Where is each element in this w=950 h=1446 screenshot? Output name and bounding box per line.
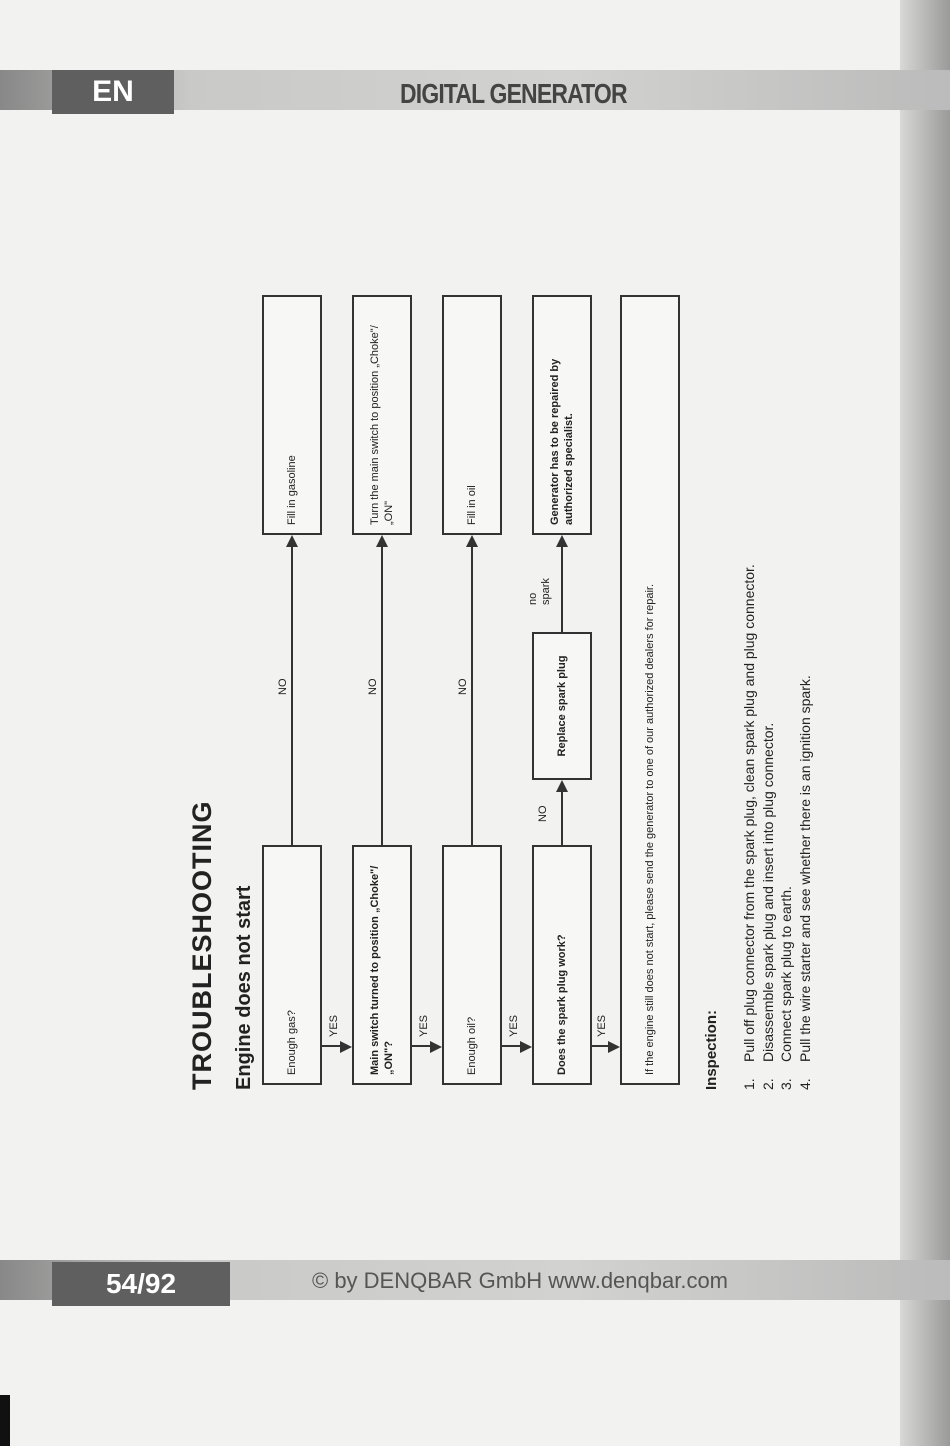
answer-fill-gasoline: Fill in gasoline bbox=[262, 295, 322, 535]
answer-repair-specialist: Generator has to be repaired by authorized specialist. bbox=[532, 295, 592, 535]
no-spark-label: no spark bbox=[527, 578, 552, 605]
inspection-step: 3.Connect spark plug to earth. bbox=[778, 886, 794, 1090]
inspection-step: 2.Disassemble spark plug and insert into plug connector. bbox=[759, 722, 776, 1090]
no-label: NO bbox=[277, 678, 289, 695]
arrow-right-icon bbox=[286, 535, 298, 547]
language-tag: EN bbox=[52, 70, 174, 114]
inspection-step: 4.Pull the wire starter and see whether there is an ignition spark. bbox=[796, 675, 813, 1090]
question-main-switch: Main switch turned to position „Choke"/„ON"? bbox=[352, 845, 412, 1085]
arrow-right-icon bbox=[376, 535, 388, 547]
no-spark-connector bbox=[561, 547, 563, 632]
footer-copyright: © by DENQBAR GmbH www.denqbar.com bbox=[312, 1268, 729, 1293]
section-subtitle: Engine does not start bbox=[233, 885, 255, 1090]
arrow-down-icon bbox=[608, 1041, 620, 1053]
header-title: DIGITAL GENERATOR bbox=[400, 78, 627, 109]
arrow-right-icon bbox=[466, 535, 478, 547]
yes-label: YES bbox=[596, 1014, 608, 1037]
rotated-content bbox=[165, 10, 813, 1230]
arrow-down-icon bbox=[340, 1041, 352, 1053]
page-number: 54/92 bbox=[52, 1262, 230, 1306]
answer-turn-switch: Turn the main switch to position „Choke"/„ON" bbox=[352, 295, 412, 535]
binding-edge bbox=[0, 1395, 10, 1446]
final-note: If the engine still does not start, please send the generator to one of our authorized dealers for repair. bbox=[620, 295, 680, 1085]
question-enough-oil: Enough oil? bbox=[442, 845, 502, 1085]
question-spark-plug: Does the spark plug work? bbox=[532, 845, 592, 1085]
arrow-right-icon bbox=[556, 535, 568, 547]
inspection-title: Inspection: bbox=[703, 1009, 720, 1090]
no-connector bbox=[381, 547, 383, 845]
no-label: NO bbox=[457, 678, 469, 695]
question-enough-gas: Enough gas? bbox=[262, 845, 322, 1085]
yes-label: YES bbox=[418, 1014, 430, 1037]
answer-replace-spark-plug: Replace spark plug bbox=[532, 632, 592, 780]
no-label: NO bbox=[367, 678, 379, 695]
no-connector bbox=[561, 792, 563, 845]
no-connector bbox=[291, 547, 293, 845]
page-edge bbox=[900, 0, 950, 1446]
inspection-list bbox=[740, 564, 814, 1090]
arrow-right-icon bbox=[556, 780, 568, 792]
yes-label: YES bbox=[508, 1014, 520, 1037]
arrow-down-icon bbox=[430, 1041, 442, 1053]
arrow-down-icon bbox=[520, 1041, 532, 1053]
inspection-step: 1.Pull off plug connector from the spark plug, clean spark plug and plug connector. bbox=[741, 564, 757, 1090]
no-label: NO bbox=[537, 805, 549, 822]
answer-fill-oil: Fill in oil bbox=[442, 295, 502, 535]
no-connector bbox=[471, 547, 473, 845]
yes-label: YES bbox=[328, 1014, 340, 1037]
section-title: TROUBLESHOOTING bbox=[187, 800, 217, 1090]
